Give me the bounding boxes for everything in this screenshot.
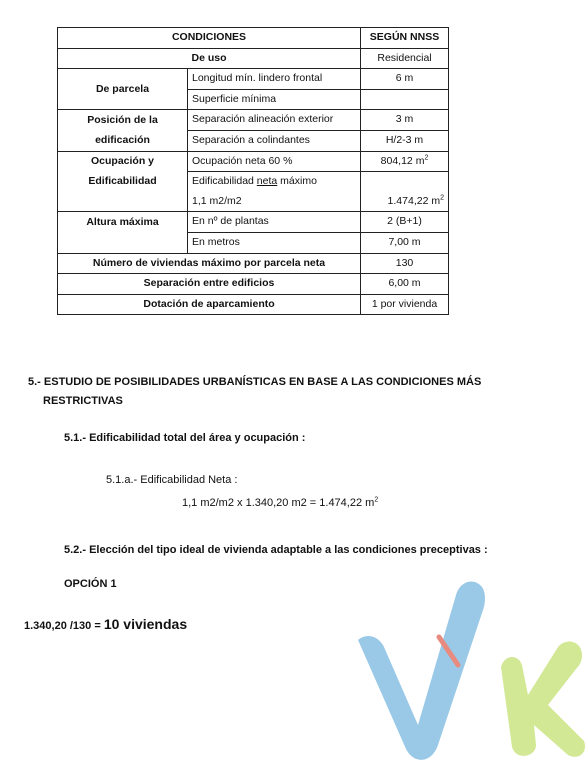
separacion-label: Separación entre edificios <box>58 274 361 295</box>
cell-value: H/2-3 m <box>361 130 449 151</box>
desc-pre: Edificabilidad <box>192 175 257 188</box>
table-row <box>58 28 449 49</box>
logo-k-shape <box>501 641 585 756</box>
cell-value: 3 m <box>361 110 449 131</box>
header-conditions: CONDICIONES <box>58 28 361 49</box>
edificabilidad-calc <box>182 497 378 509</box>
value-text: 1.474,22 m <box>387 194 441 207</box>
desc-underline: neta <box>256 175 278 188</box>
altura-label: Altura máxima <box>58 212 188 233</box>
cell-desc: Separación a colindantes <box>188 130 361 151</box>
value-sup: 2 <box>440 194 444 202</box>
table-row <box>58 110 449 131</box>
calc-sup: 2 <box>374 496 379 504</box>
ocupacion-label-blank <box>58 192 188 212</box>
dotacion-label: Dotación de aparcamiento <box>58 294 361 315</box>
cell-value: 6 m <box>361 69 449 90</box>
calc-text: 1,1 m2/m2 x 1.340,20 m2 = 1.474,22 m <box>182 497 375 509</box>
section-5-2-title: 5.2.- Elección del tipo ideal de vivienda adaptable a las condiciones preceptivas : <box>64 544 488 556</box>
logo-v-shape <box>358 581 485 759</box>
cell-value: 1 por vivienda <box>361 294 449 315</box>
table-row <box>58 253 449 274</box>
table-row <box>58 151 449 172</box>
table-row <box>58 294 449 315</box>
section-5-1-title: 5.1.- Edificabilidad total del área y ocupación : <box>64 432 306 444</box>
table-row <box>58 130 449 151</box>
table-row <box>58 192 449 212</box>
de-uso-value: Residencial <box>361 48 449 69</box>
table-row <box>58 232 449 253</box>
result-prefix: 1.340,20 /130 = <box>24 620 104 632</box>
section-5-title <box>28 373 481 411</box>
table-row <box>58 172 449 192</box>
result-big: 10 viviendas <box>103 616 188 632</box>
cell-value <box>361 192 449 212</box>
cell-value-empty <box>361 172 449 192</box>
value-text: 804,12 m <box>380 154 425 167</box>
result-line <box>24 616 187 632</box>
de-uso-label: De uso <box>58 48 361 69</box>
cell-desc: Superficie mínima <box>188 89 361 110</box>
posicion-label-2: edificación <box>58 130 188 151</box>
cell-value: 130 <box>361 253 449 274</box>
viviendas-label: Número de viviendas máximo por parcela neta <box>58 253 361 274</box>
cell-desc: En metros <box>188 232 361 253</box>
ocupacion-label-2: Edificabilidad <box>58 172 188 192</box>
ocupacion-label-1: Ocupación y <box>58 151 188 172</box>
section-5-1-a-title: 5.1.a.- Edificabilidad Neta : <box>106 474 238 486</box>
cell-value: 2 (B+1) <box>361 212 449 233</box>
cell-value <box>361 151 449 172</box>
cell-desc: Ocupación neta 60 % <box>188 151 361 172</box>
section-5-title-line1: 5.- ESTUDIO DE POSIBILIDADES URBANÍSTICAS EN BASE A LAS CONDICIONES MÁS <box>28 376 482 388</box>
conditions-table <box>57 27 449 315</box>
cell-desc: En nº de plantas <box>188 212 361 233</box>
table-row <box>58 48 449 69</box>
option-label: OPCIÓN 1 <box>64 578 117 590</box>
posicion-label-1: Posición de la <box>58 110 188 131</box>
de-parcela-label: De parcela <box>58 69 188 110</box>
value-sup: 2 <box>424 154 429 162</box>
cell-desc: Separación alineación exterior <box>188 110 361 131</box>
header-nnss: SEGÚN NNSS <box>361 28 449 49</box>
cell-desc <box>188 172 361 192</box>
cell-desc: Longitud mín. lindero frontal <box>188 69 361 90</box>
altura-label-blank <box>58 232 188 253</box>
cell-value: 7,00 m <box>361 232 449 253</box>
watermark-logo <box>356 575 588 768</box>
cell-value: 6,00 m <box>361 274 449 295</box>
table-row <box>58 274 449 295</box>
cell-desc: 1,1 m2/m2 <box>188 192 361 212</box>
table-row <box>58 69 449 90</box>
table-row <box>58 212 449 233</box>
desc-post: máximo <box>277 175 317 188</box>
section-5-title-line2: RESTRICTIVAS <box>43 395 123 407</box>
cell-value <box>361 89 449 110</box>
